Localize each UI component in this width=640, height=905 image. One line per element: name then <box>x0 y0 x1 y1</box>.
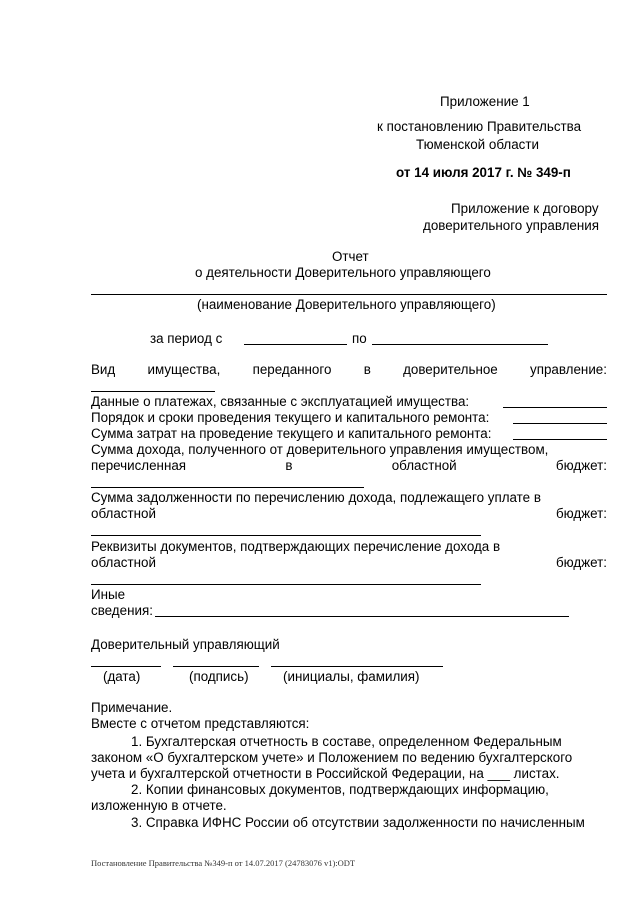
note-intro: Вместе с отчетом представляются: <box>91 716 310 731</box>
period-to-label: по <box>352 331 367 346</box>
note-title: Примечание. <box>91 700 173 715</box>
income-line <box>91 487 364 488</box>
signature-title: Доверительный управляющий <box>91 637 280 652</box>
document-footer: Постановление Правительства №349-п от 14.07.2017 (24783076 v1):ODT <box>91 858 356 868</box>
note-item2-line2: изложенную в отчете. <box>91 798 227 813</box>
note-item2-line1: 2. Копии финансовых документов, подтверждающих информацию, <box>131 782 549 797</box>
resolution-reference: к постановлению Правительства <box>377 119 582 134</box>
payments-line <box>503 407 607 408</box>
other-label-line1: Иные <box>91 587 126 602</box>
signature-initials-caption: (инициалы, фамилия) <box>283 669 420 684</box>
details-label-line1: Реквизиты документов, подтверждающих перечисление дохода в <box>91 539 501 554</box>
property-type-line <box>91 391 215 392</box>
debt-line <box>91 535 481 536</box>
income-label-line2: перечисленная в областной бюджет: <box>91 458 607 473</box>
debt-label-line1: Сумма задолженности по перечислению дохода, подлежащего уплате в <box>91 490 541 505</box>
report-subtitle: о деятельности Доверительного управляющего <box>195 265 491 280</box>
contract-appendix-line1: Приложение к договору <box>451 201 599 216</box>
other-label-line2: сведения: <box>91 603 153 618</box>
payments-label: Данные о платежах, связанные с эксплуатацией имущества: <box>91 394 470 409</box>
debt-label-line2: областной бюджет: <box>91 506 607 521</box>
repair-cost-label: Сумма затрат на проведение текущего и капитального ремонта: <box>91 426 492 441</box>
contract-appendix-line2: доверительного управления <box>423 218 600 233</box>
note-item1-line2: законом «О бухгалтерском учете» и Положением по ведению бухгалтерского <box>91 750 573 765</box>
resolution-date-number: от 14 июля 2017 г. № 349-п <box>396 165 571 180</box>
repair-order-label: Порядок и сроки проведения текущего и капитального ремонта: <box>91 410 490 425</box>
period-to-line <box>372 344 548 345</box>
note-item1-line3: учета и бухгалтерской отчетности в Российской Федерации, на ___ листах. <box>91 766 560 781</box>
repair-cost-line <box>513 439 607 440</box>
signature-sign-caption: (подпись) <box>189 669 249 684</box>
period-from-label: за период с <box>150 331 223 346</box>
signature-sign-line <box>173 666 259 667</box>
details-line <box>91 584 481 585</box>
region-name: Тюменской области <box>416 137 539 152</box>
signature-date-caption: (дата) <box>103 669 141 684</box>
trustee-name-caption: (наименование Доверительного управляющего) <box>197 297 496 312</box>
signature-initials-line <box>271 666 443 667</box>
report-title: Отчет <box>332 249 369 264</box>
note-item1-line1: 1. Бухгалтерская отчетность в составе, определенном Федеральным <box>131 734 562 749</box>
appendix-number: Приложение 1 <box>440 94 530 109</box>
signature-date-line <box>91 666 161 667</box>
other-line <box>155 616 569 617</box>
property-type-label: Вид имущества, переданного в доверительное управление: <box>91 362 607 377</box>
note-item3-line1: 3. Справка ИФНС России об отсутствии задолженности по начисленным <box>131 815 585 830</box>
income-label-line1: Сумма дохода, полученного от доверительного управления имуществом, <box>91 442 549 457</box>
trustee-name-line <box>91 294 607 295</box>
details-label-line2: областной бюджет: <box>91 555 607 570</box>
repair-order-line <box>513 423 607 424</box>
period-from-line <box>244 344 347 345</box>
